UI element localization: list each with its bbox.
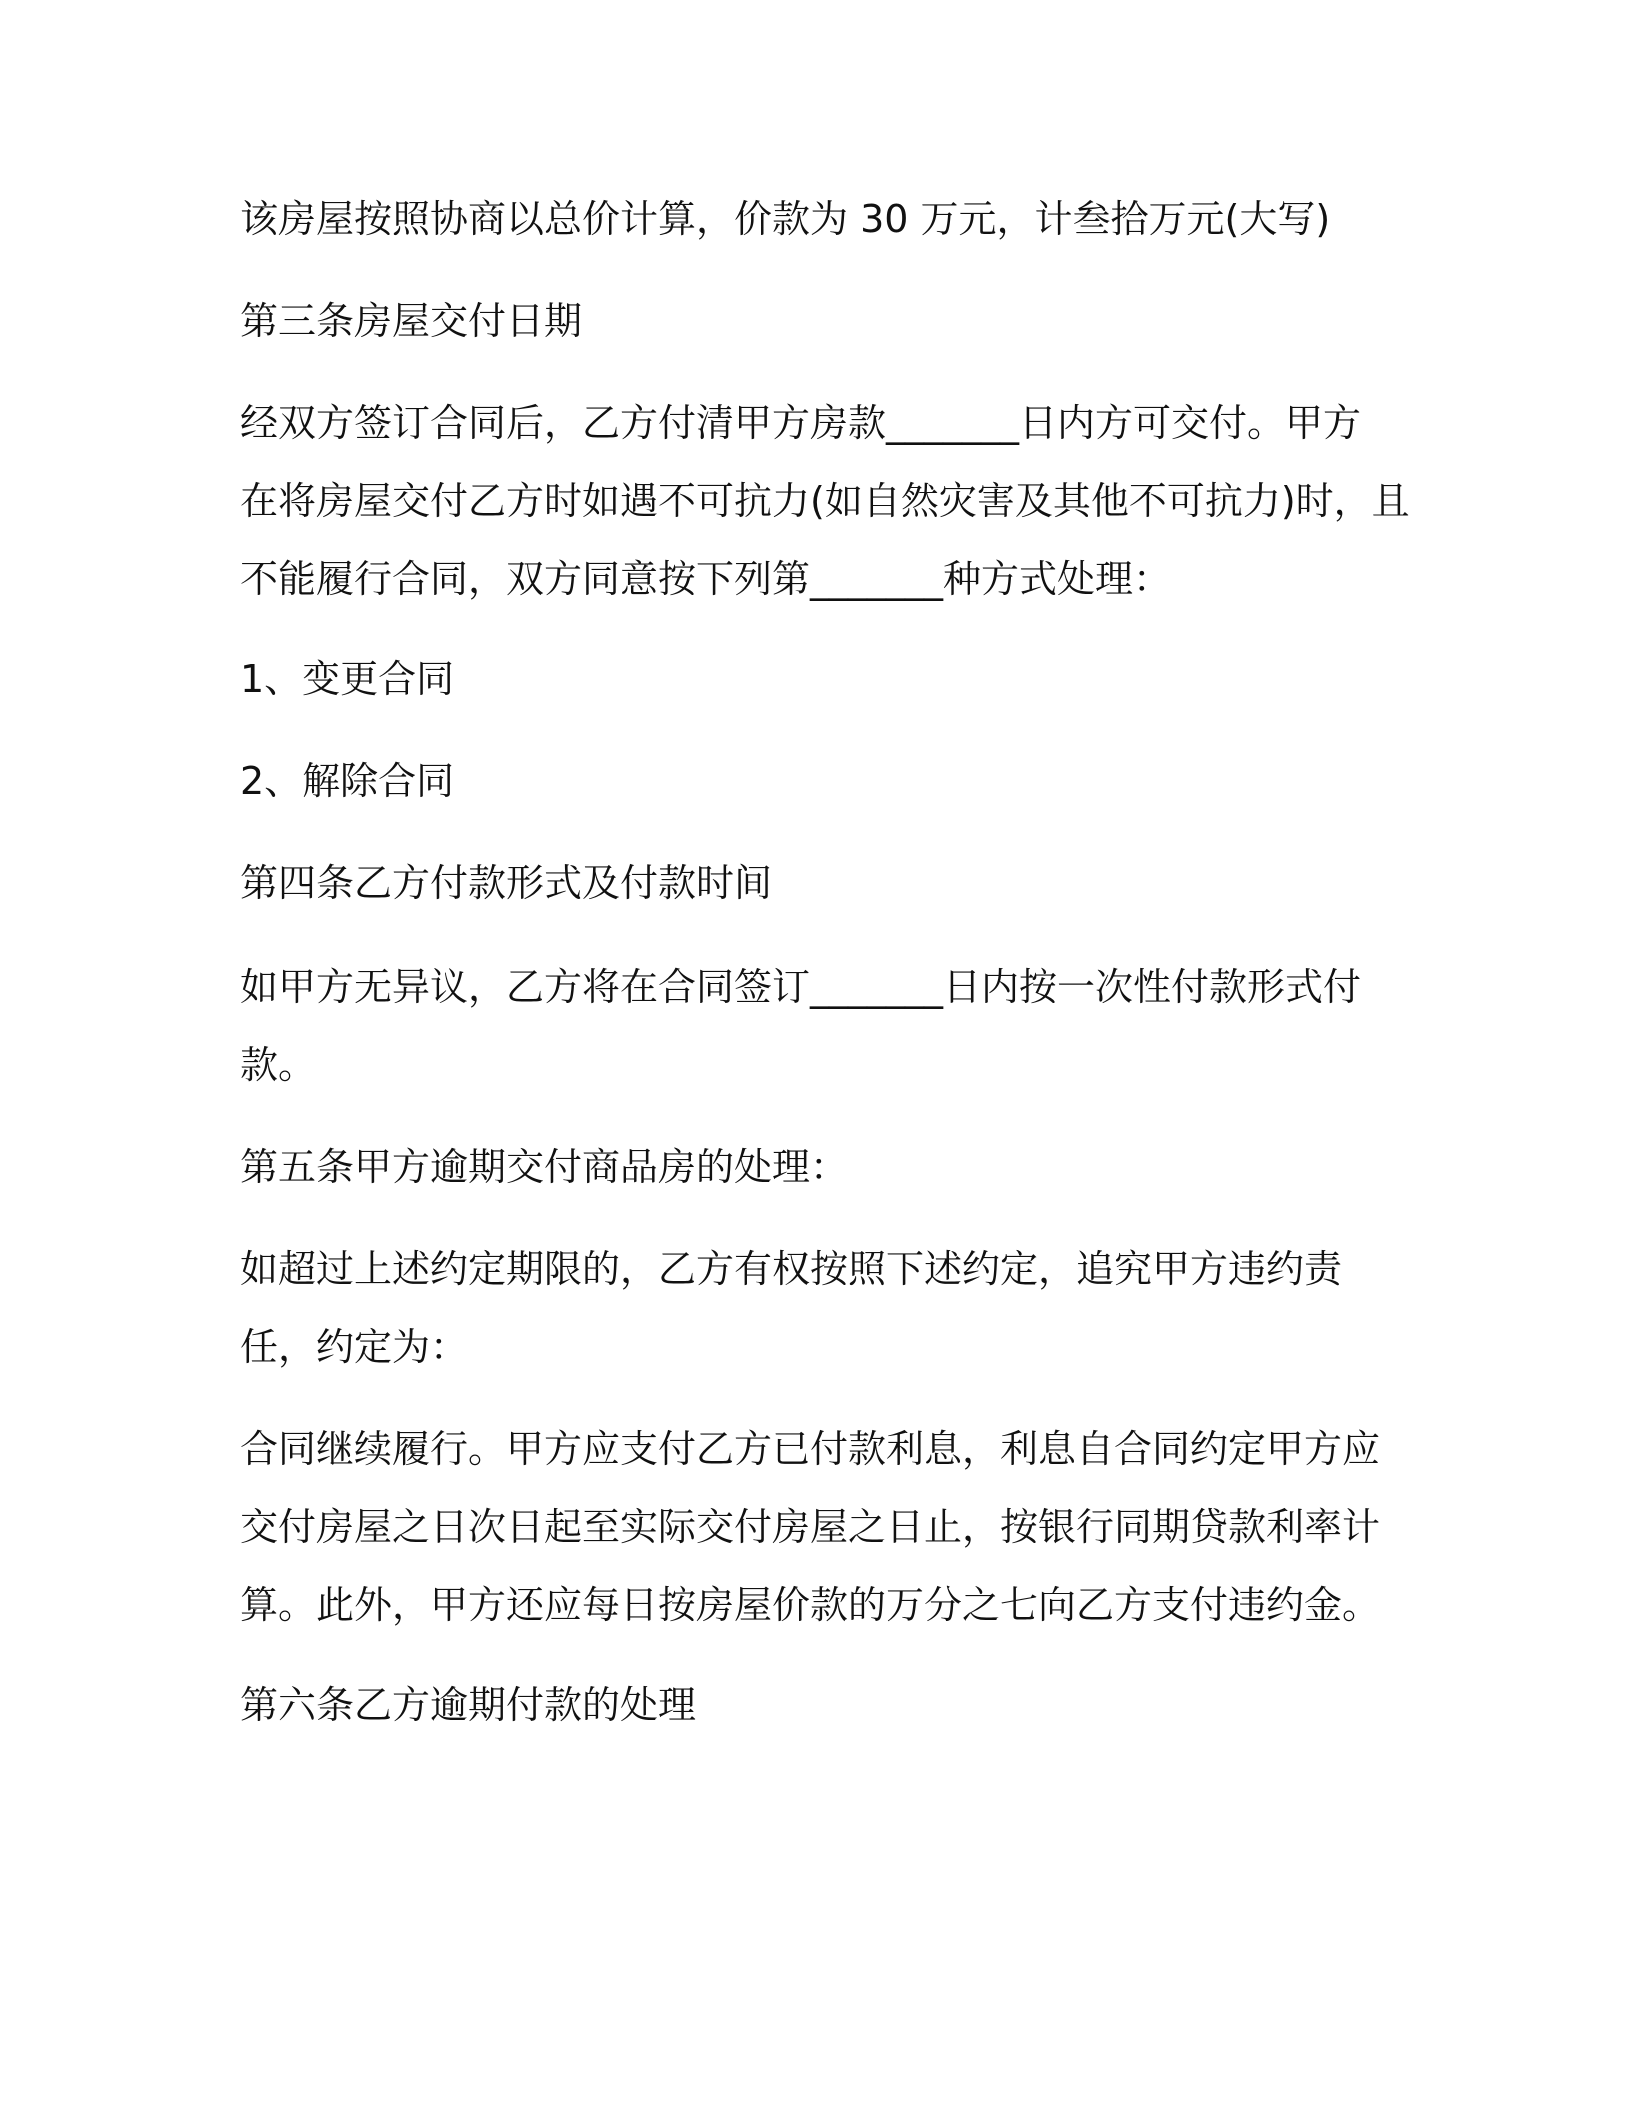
- text-line: 合同继续履行。甲方应支付乙方已付款利息，利息自合同约定甲方应: [240, 1427, 1381, 1471]
- article-3-heading: [240, 282, 1390, 360]
- text-line: 款。: [240, 1043, 317, 1087]
- article-5-heading: [240, 1128, 1390, 1206]
- payment-paragraph: [240, 948, 1390, 1104]
- text-line: 1、变更合同: [240, 657, 455, 701]
- text-line: 交付房屋之日次日起至实际交付房屋之日止，按银行同期贷款利率计: [240, 1505, 1381, 1549]
- delivery-paragraph: [240, 384, 1410, 618]
- text-line: 如甲方无异议，乙方将在合同签订_______日内按一次性付款形式付: [240, 965, 1362, 1009]
- list-item-terminate-contract: [240, 742, 1390, 820]
- text-line: 第三条房屋交付日期: [240, 299, 583, 343]
- text-line: 第五条甲方逾期交付商品房的处理：: [240, 1145, 849, 1189]
- text-line: 第六条乙方逾期付款的处理: [240, 1683, 697, 1727]
- text-line: 第四条乙方付款形式及付款时间: [240, 861, 773, 905]
- text-line: 2、解除合同: [240, 759, 455, 803]
- article-4-heading: [240, 844, 1390, 922]
- text-line: 经双方签订合同后，乙方付清甲方房款_______日内方可交付。甲方: [240, 401, 1362, 445]
- text-line: 不能履行合同，双方同意按下列第_______种方式处理：: [240, 557, 1172, 601]
- text-line: 如超过上述约定期限的，乙方有权按照下述约定，追究甲方违约责: [240, 1247, 1343, 1291]
- list-item-change-contract: [240, 640, 1390, 718]
- text-line: 该房屋按照协商以总价计算，价款为 30 万元，计叁拾万元(大写): [240, 197, 1331, 241]
- text-line: 在将房屋交付乙方时如遇不可抗力(如自然灾害及其他不可抗力)时，且: [240, 479, 1410, 523]
- price-paragraph: [240, 180, 1390, 258]
- interest-paragraph: [240, 1410, 1390, 1644]
- text-line: 任，约定为：: [240, 1325, 469, 1369]
- overdue-paragraph: [240, 1230, 1390, 1386]
- text-line: 算。此外，甲方还应每日按房屋价款的万分之七向乙方支付违约金。: [240, 1583, 1381, 1627]
- article-6-heading: [240, 1666, 1390, 1744]
